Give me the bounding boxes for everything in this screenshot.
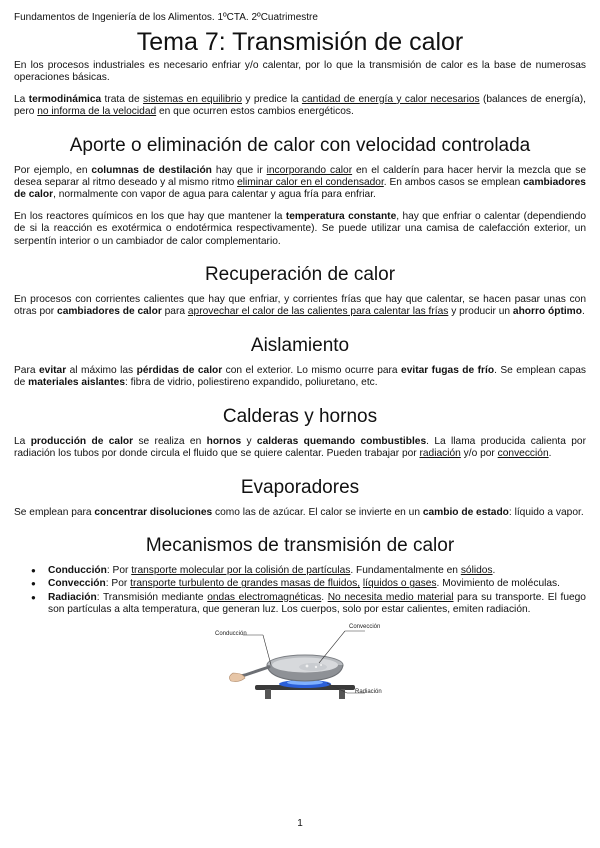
heat-transfer-figure (215, 623, 385, 701)
list-item-radiacion: ● Radiación: Transmisión mediante ondas electromagnéticas. No necesita medio material para su transporte. El fuego son partículas a alta temperatura, que generan luz. Los cuerpos, solo por estar calientes, emiten radiación. (48, 592, 586, 617)
document-header: Fundamentos de Ingeniería de los Alimentos. 1ºCTA. 2ºCuatrimestre (14, 12, 318, 23)
section-heading-aislamiento: Aislamiento (250, 334, 350, 356)
section-heading-mecanismos: Mecanismos de transmisión de calor (145, 534, 455, 556)
aporte-paragraph-1: Por ejemplo, en columnas de destilación hay que ir incorporando calor en el calderín para hacer hervir la mezcla que se desea separar al ritmo deseado y al mismo ritmo eliminar calor en el condensador. En ambos casos se emplean cambiadores de calor, normalmente con vapor de agua para calentar y agua fría para enfriar. (14, 164, 586, 201)
list-item-conduccion: ● Conducción: Por transporte molecular por la colisión de partículas. Fundamentalmente en sólidos. (48, 565, 586, 577)
section-heading-recuperacion: Recuperación de calor (204, 264, 396, 286)
evaporadores-paragraph: Se emplean para concentrar disoluciones como las de azúcar. El calor se invierte en un cambio de estado: líquido a vapor. (14, 506, 584, 518)
section-heading-calderas: Calderas y hornos (222, 405, 378, 427)
recuperacion-paragraph: En procesos con corrientes calientes que hay que enfriar, y corrientes frías que hay que calentar, se hacen pasar unas con otras por cambiadores de calor para aprovechar el calor de las calientes para calentar las frías y producir un ahorro óptimo. (14, 294, 586, 318)
mechanisms-list (14, 565, 586, 617)
intro-paragraph-1: En los procesos industriales es necesario enfriar y/o calentar, por lo que la transmisión de calor es la base de numerosas operaciones básicas. (14, 60, 586, 84)
aporte-paragraph-2: En los reactores químicos en los que hay que mantener la temperatura constante, hay que enfriar o calentar (dependiendo de si la reacción es exotérmica o endotérmica respectivamente). Se puede utilizar una camisa de calefacción exterior, un serpentín interior o un cambiador de calor complementario. (14, 210, 586, 247)
list-item-conveccion: ● Convección: Por transporte turbulento de grandes masas de fluidos, líquidos o gases. Movimiento de moléculas. (48, 578, 586, 590)
section-heading-evaporadores: Evaporadores (240, 476, 360, 498)
page-title: Tema 7: Transmisión de calor (136, 28, 464, 56)
page-number: 1 (297, 818, 303, 829)
intro-paragraph-2: La termodinámica trata de sistemas en equilibrio y predice la cantidad de energía y calor necesarios (balances de energía), pero no informa de la velocidad en que ocurren estos cambios energéticos. (14, 93, 586, 118)
figure-label-conveccion: Convección (349, 623, 381, 630)
figure-label-conduccion: Conducción (215, 630, 247, 637)
aislamiento-paragraph: Para evitar al máximo las pérdidas de calor con el exterior. Lo mismo ocurre para evitar fugas de frío. Se emplean capas de materiales aislantes: fibra de vidrio, poliestireno expandido, poliuretano, etc. (14, 364, 586, 389)
figure-label-radiacion: Radiación (355, 688, 382, 695)
calderas-paragraph: La producción de calor se realiza en hornos y calderas quemando combustibles. La llama producida calienta por radiación los tubos por donde circula el fluido que se quiere calentar. Pueden trabajar por radiación y/o por convección. (14, 435, 586, 460)
section-heading-aporte: Aporte o eliminación de calor con velocidad controlada (69, 134, 531, 156)
